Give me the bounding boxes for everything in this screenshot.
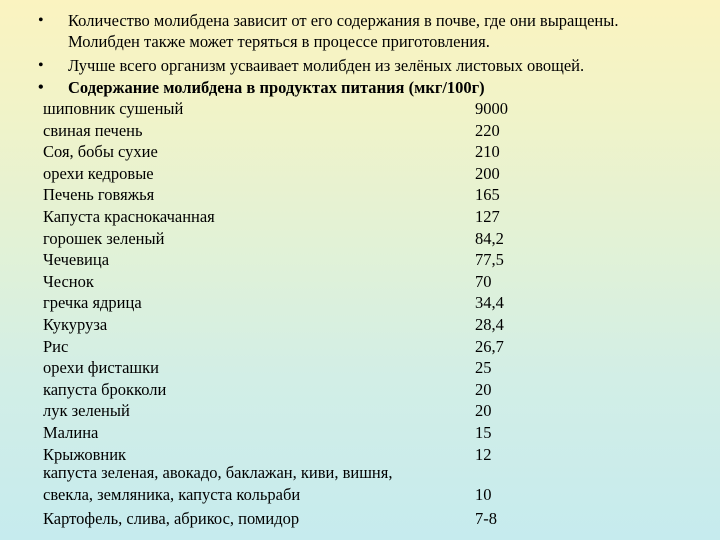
table-row [43,206,703,228]
table-row [43,336,703,358]
food-name: Печень говяжья [43,185,155,205]
food-name: свиная печень [43,120,143,140]
molybdenum-value: 20 [475,379,492,399]
molybdenum-value: 84,2 [475,228,504,248]
table-row [43,422,703,444]
food-name: Соя, бобы сухие [43,142,158,162]
molybdenum-value: 34,4 [475,293,504,313]
molybdenum-value: 77,5 [475,250,504,270]
food-name: Кукуруза [43,315,108,334]
table-row [43,141,703,163]
table-row [43,98,703,120]
table-row [43,379,703,401]
bullet-item [38,55,708,76]
molybdenum-value: 70 [475,271,492,291]
molybdenum-value: 26,7 [475,336,504,356]
molybdenum-value: 165 [475,185,500,205]
table-row [43,292,703,314]
bullet-text [68,10,708,52]
table-heading-text: Содержание молибдена в продуктах питания (мкг/100г) [68,78,485,97]
food-name [43,462,463,505]
table-row [43,314,703,336]
food-name: орехи кедровые [43,163,154,183]
molybdenum-value: 220 [475,120,500,140]
table-row [43,120,703,142]
bullet-text-line: Молибден также может теряться в процессе приготовления. [68,32,490,51]
food-name: капуста брокколи [43,379,167,399]
table-row [43,400,703,422]
bullet-text: Лучше всего организм усваивает молибден из зелёных листовых овощей. [68,56,585,75]
food-name: орехи фисташки [43,358,159,378]
food-name: Капуста краснокачанная [43,207,215,226]
table-row [43,271,703,293]
table-row [43,249,703,271]
table-row [43,184,703,206]
food-name: Рис [43,336,69,356]
food-name: Малина [43,423,99,442]
food-name: Картофель, слива, абрикос, помидор [43,509,300,528]
molybdenum-value: 9000 [475,99,508,118]
bullet-marker: • [38,57,44,74]
molybdenum-value: 10 [475,484,492,504]
food-name: горошек зеленый [43,228,165,248]
food-name: лук зеленый [43,401,130,421]
molybdenum-value: 200 [475,163,500,183]
molybdenum-value: 28,4 [475,315,504,334]
molybdenum-value: 25 [475,358,492,378]
table-row [43,357,703,379]
bullet-marker: • [38,79,44,96]
bullet-item [38,10,708,52]
food-name: Чеснок [43,271,94,291]
molybdenum-value: 12 [475,444,492,464]
table-row [43,163,703,185]
food-name: Чечевица [43,250,110,270]
table-row [43,508,703,530]
table-heading [38,77,708,98]
food-name: гречка ядрица [43,293,142,313]
food-name-line: капуста зеленая, авокадо, баклажан, киви, вишня, [43,463,393,482]
food-name: Крыжовник [43,444,127,464]
molybdenum-value: 20 [475,401,492,421]
bullet-marker: • [38,12,44,29]
molybdenum-value: 7-8 [475,509,497,528]
molybdenum-value: 127 [475,207,500,226]
molybdenum-value: 210 [475,142,500,162]
bullet-text-line: Количество молибдена зависит от его содержания в почве, где они выращены. [68,11,619,30]
molybdenum-value: 15 [475,423,492,442]
table-row [43,228,703,250]
food-name: шиповник сушеный [43,99,184,118]
food-name-line: свекла, земляника, капуста кольраби [43,484,301,504]
